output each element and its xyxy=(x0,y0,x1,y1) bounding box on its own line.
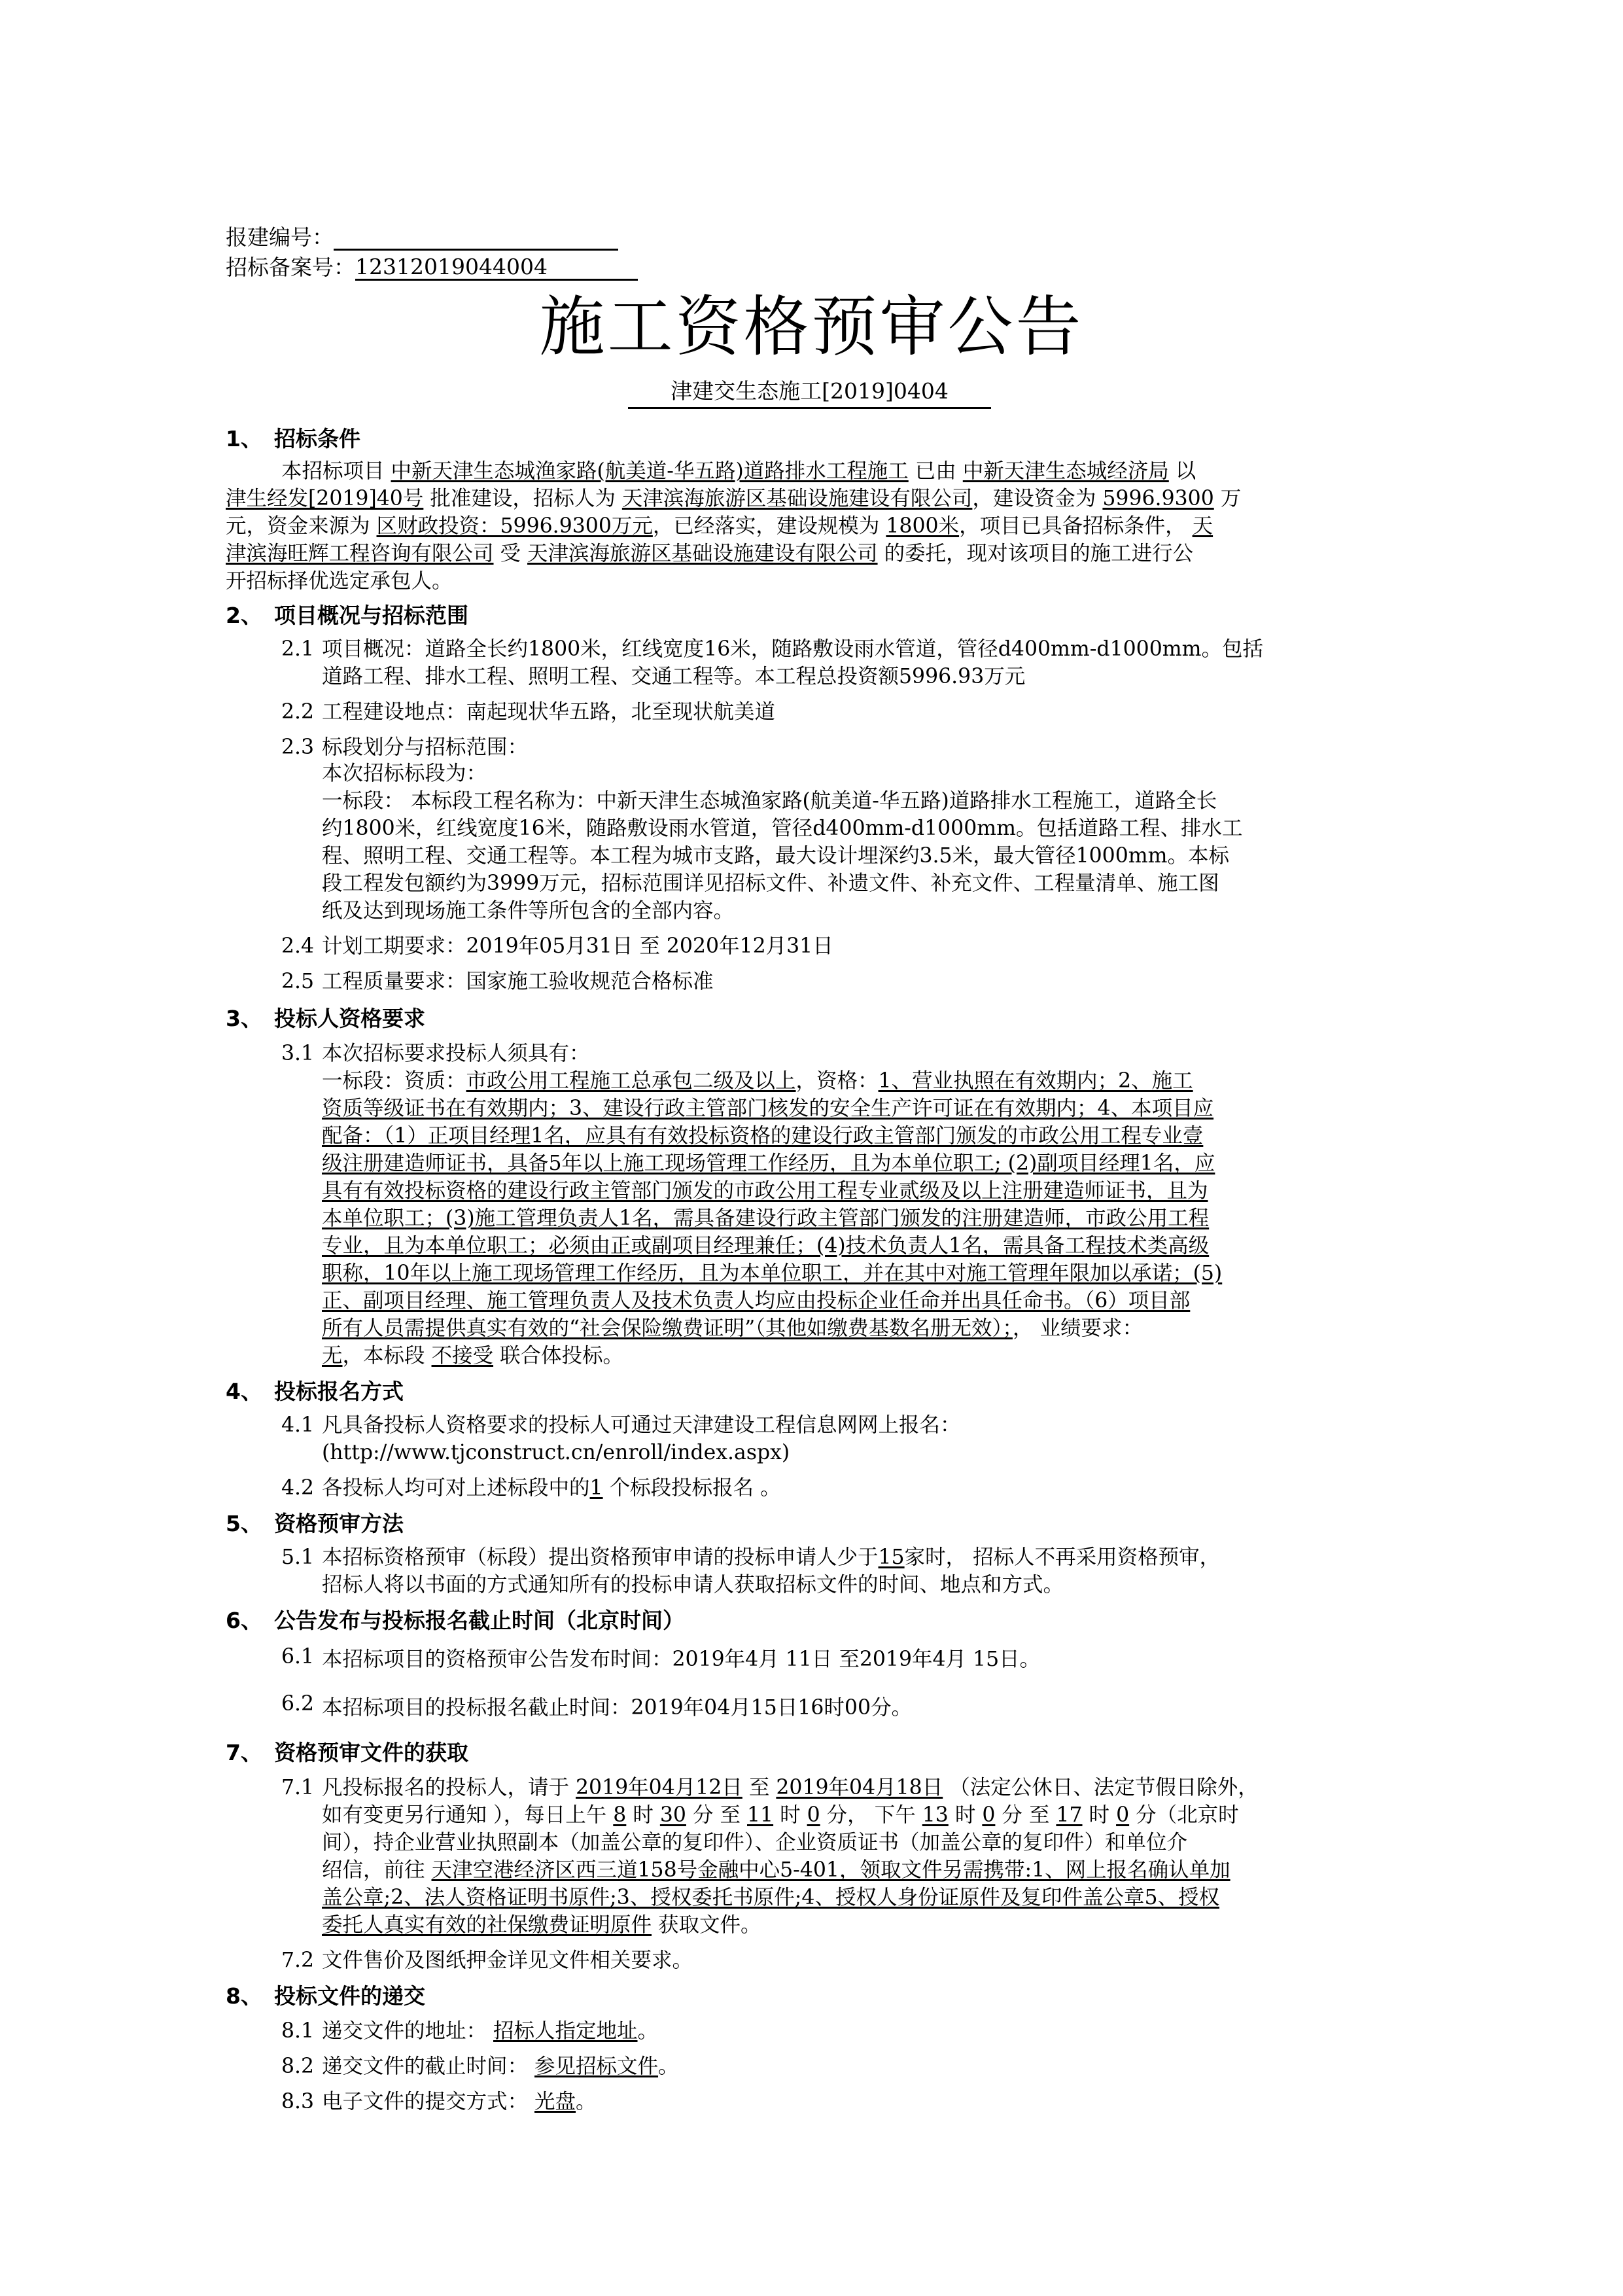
item-6-1-number: 6.1 xyxy=(281,1645,315,1669)
underlined-fill-in: 招标人指定地址 xyxy=(493,2019,638,2043)
underlined-fill-in: 13 xyxy=(922,1803,949,1827)
item-3-1-line-5: 级注册建造师证书，具备5年以上施工现场管理工作经历，且为本单位职工; (2)副项目经理1名，应 xyxy=(322,1152,1215,1175)
item-2-1-line-2: 道路工程、排水工程、照明工程、交通工程等。本工程总投资额5996.93万元 xyxy=(322,665,1026,688)
underlined-fill-in: 天津空港经济区西三道158号金融中心5-401，领取文件另需携带:1、网上报名确认单加 xyxy=(431,1858,1230,1882)
text-run: 本招标资格预审（标段）提出资格预审申请的投标申请人少于 xyxy=(322,1545,879,1569)
item-2-3-line-3: 一标段： 本标段工程名称为：中新天津生态城渔家路(航美道-华五路)道路排水工程施工，道路全长 xyxy=(322,789,1217,813)
item-7-1-line-6 xyxy=(322,1912,761,1938)
report-number-row xyxy=(226,224,618,251)
section-1-line-3 xyxy=(226,513,1213,539)
text-run: 时 xyxy=(948,1803,983,1827)
item-8-1-text xyxy=(322,2018,658,2044)
item-2-4-text: 计划工期要求：2019年05月31日 至 2020年12月31日 xyxy=(322,934,833,958)
section-3-heading: 3、 投标人资格要求 xyxy=(226,1006,425,1031)
text-run: ，建设资金为 xyxy=(972,487,1103,510)
underlined-fill-in: 天津滨海旅游区基础设施建设有限公司 xyxy=(527,542,878,565)
item-5-1-line-1 xyxy=(322,1544,1220,1570)
section-5-heading: 5、 资格预审方法 xyxy=(226,1511,404,1536)
item-3-1-line-12 xyxy=(322,1343,623,1369)
underlined-fill-in: 光盘 xyxy=(534,2090,576,2113)
underlined-fill-in: 11 xyxy=(747,1803,774,1827)
document-number: 津建交生态施工[2019]0404 xyxy=(628,378,991,409)
underlined-fill-in: 1800米 xyxy=(886,514,960,538)
item-8-2-text xyxy=(322,2053,679,2079)
item-2-3-line-2: 本次招标标段为： xyxy=(322,762,487,785)
text-run: 受 xyxy=(493,542,528,565)
item-7-1-line-3: 间），持企业营业执照副本（加盖公章的复印件）、企业资质证书（加盖公章的复印件）和单位介 xyxy=(322,1831,1188,1854)
item-3-1-line-8: 专业，且为本单位职工；必须由正或副项目经理兼任；(4)技术负责人1名，需具备工程技术类高级 xyxy=(322,1234,1210,1258)
text-run: 元，资金来源为 xyxy=(226,514,377,538)
text-run: ，资格： xyxy=(795,1069,879,1093)
text-run: 电子文件的提交方式： xyxy=(322,2090,535,2113)
underlined-fill-in: 17 xyxy=(1056,1803,1083,1827)
item-4-1-line-1: 凡具备投标人资格要求的投标人可通过天津建设工程信息网网上报名： xyxy=(322,1413,961,1437)
text-run: 时 xyxy=(626,1803,660,1827)
underlined-fill-in: 0 xyxy=(982,1803,996,1827)
underlined-fill-in: 委托人真实有效的社保缴费证明原件 xyxy=(322,1913,652,1937)
item-7-1-number: 7.1 xyxy=(281,1776,315,1799)
item-2-3-line-5: 程、照明工程、交通工程等。本工程为城市支路，最大设计埋深约3.5米，最大管径1000mm。本标 xyxy=(322,844,1230,868)
item-7-1-line-4 xyxy=(322,1857,1230,1883)
text-run: （法定公休日、法定节假日除外， xyxy=(943,1776,1259,1799)
item-7-1-line-2 xyxy=(322,1802,1239,1828)
item-3-1-line-6: 具有有效投标资格的建设行政主管部门颁发的市政公用工程专业贰级及以上注册建造师证书，且为 xyxy=(322,1179,1208,1203)
item-4-1-number: 4.1 xyxy=(281,1413,315,1437)
item-5-1-line-2: 招标人将以书面的方式通知所有的投标申请人获取招标文件的时间、地点和方式。 xyxy=(322,1573,1064,1597)
item-2-2-number: 2.2 xyxy=(281,700,315,724)
item-7-2-text: 文件售价及图纸押金详见文件相关要求。 xyxy=(322,1949,693,1972)
underlined-fill-in: 5996.9300 xyxy=(1102,487,1214,510)
text-run: 分 至 xyxy=(686,1803,747,1827)
item-6-1-text: 本招标项目的资格预审公告发布时间：2019年4月 11日 至2019年4月 15日。 xyxy=(322,1648,1041,1671)
record-number-row xyxy=(226,254,638,281)
section-8-heading: 8、 投标文件的递交 xyxy=(226,1983,425,2009)
text-run: 至 xyxy=(742,1776,777,1799)
underlined-fill-in: 所有人员需提供真实有效的“社会保险缴费证明”（其他如缴费基数名册无效）； xyxy=(322,1316,1013,1340)
underlined-fill-in: 无 xyxy=(322,1344,343,1368)
section-1-line-4 xyxy=(226,540,1193,567)
underlined-fill-in: 区财政投资：5996.9300万元 xyxy=(376,514,653,538)
underlined-fill-in: 2019年04月18日 xyxy=(776,1776,943,1799)
item-7-1-line-5: 盖公章;2、法人资格证明书原件;3、授权委托书原件;4、授权人身份证原件及复印件盖公章5、授权 xyxy=(322,1886,1220,1909)
item-2-2-text: 工程建设地点：南起现状华五路，北至现状航美道 xyxy=(322,700,776,724)
record-number-value: 12312019044004 xyxy=(355,254,638,281)
text-run: 。 xyxy=(576,2090,597,2113)
page-title: 施工资格预审公告 xyxy=(539,289,1084,365)
underlined-fill-in: 0 xyxy=(807,1803,820,1827)
underlined-fill-in: 市政公用工程施工总承包二级及以上 xyxy=(466,1069,796,1093)
section-2-heading: 2、 项目概况与招标范围 xyxy=(226,603,468,628)
item-3-1-line-10: 正、副项目经理、施工管理负责人及技术负责人均应由投标企业任命并出具任命书。（6）项目部 xyxy=(322,1289,1191,1313)
underlined-fill-in: 津滨海旺辉工程咨询有限公司 xyxy=(226,542,494,565)
item-2-3-number: 2.3 xyxy=(281,735,315,759)
underlined-fill-in: 中新天津生态城渔家路(航美道-华五路)道路排水工程施工 xyxy=(391,459,909,483)
underlined-fill-in: 0 xyxy=(1116,1803,1130,1827)
underlined-fill-in: 1 xyxy=(589,1476,603,1500)
text-run: 分 至 xyxy=(995,1803,1056,1827)
text-run: 。 xyxy=(637,2019,659,2043)
item-7-2-number: 7.2 xyxy=(281,1949,315,1972)
item-3-1-line-2 xyxy=(322,1068,1193,1094)
underlined-fill-in: 8 xyxy=(613,1803,627,1827)
item-2-4-number: 2.4 xyxy=(281,934,315,958)
section-4-heading: 4、 投标报名方式 xyxy=(226,1379,404,1404)
section-1-line-5: 开招标择优选定承包人。 xyxy=(226,569,453,593)
item-2-1-number: 2.1 xyxy=(281,637,315,661)
item-6-2-number: 6.2 xyxy=(281,1692,315,1716)
text-run: 时 xyxy=(773,1803,807,1827)
item-3-1-line-7: 本单位职工；(3)施工管理负责人1名，需具备建设行政主管部门颁发的注册建造师，市政公用工程 xyxy=(322,1207,1210,1230)
enroll-url-link[interactable]: (http://www.tjconstruct.cn/enroll/index.aspx) xyxy=(322,1441,790,1464)
item-3-1-line-1: 本次招标要求投标人须具有： xyxy=(322,1042,590,1065)
underlined-fill-in: 不接受 xyxy=(431,1344,494,1368)
item-8-2-number: 8.2 xyxy=(281,2055,315,2078)
text-run: 各投标人均可对上述标段中的 xyxy=(322,1476,590,1500)
item-8-3-text xyxy=(322,2089,597,2115)
text-run: 家时， 招标人不再采用资格预审， xyxy=(904,1545,1221,1569)
text-run: ，已经落实，建设规模为 xyxy=(652,514,886,538)
underlined-fill-in: 30 xyxy=(659,1803,686,1827)
item-2-3-line-4: 约1800米，红线宽度16米，随路敷设雨水管道，管径d400mm-d1000mm。包括道路工程、排水工 xyxy=(322,817,1243,840)
underlined-fill-in: 参见招标文件 xyxy=(534,2055,659,2078)
item-4-2-number: 4.2 xyxy=(281,1476,315,1500)
text-run: 递交文件的地址： xyxy=(322,2019,494,2043)
text-run: 如有变更另行通知 ），每日上午 xyxy=(322,1803,614,1827)
text-run: 已由 xyxy=(908,459,963,483)
text-run: 递交文件的截止时间： xyxy=(322,2055,535,2078)
text-run: 一标段：资质： xyxy=(322,1069,466,1093)
underlined-fill-in: 天 xyxy=(1192,514,1213,538)
section-1-line-2 xyxy=(226,486,1241,512)
item-2-3-line-1: 标段划分与招标范围： xyxy=(322,735,529,759)
section-6-heading: 6、 公告发布与投标报名截止时间（北京时间） xyxy=(226,1608,684,1633)
text-run: ，本标段 xyxy=(342,1344,432,1368)
item-3-1-line-9: 职称，10年以上施工现场管理工作经历，且为本单位职工，并在其中对施工管理年限加以承诺；(5) xyxy=(322,1262,1223,1285)
item-3-1-number: 3.1 xyxy=(281,1042,315,1065)
item-8-1-number: 8.1 xyxy=(281,2019,315,2043)
item-2-3-line-7: 纸及达到现场施工条件等所包含的全部内容。 xyxy=(322,899,735,923)
underlined-fill-in: 天津滨海旅游区基础设施建设有限公司 xyxy=(621,487,973,510)
item-2-3-line-6: 段工程发包额约为3999万元，招标范围详见招标文件、补遗文件、补充文件、工程量清单、施工图 xyxy=(322,872,1219,895)
report-number-value xyxy=(334,224,618,251)
text-run: 。 xyxy=(658,2055,679,2078)
item-2-5-text: 工程质量要求：国家施工验收规范合格标准 xyxy=(322,970,714,993)
text-run: 时 xyxy=(1082,1803,1117,1827)
section-1-line-1 xyxy=(281,458,1196,484)
text-run: 分（北京时 xyxy=(1129,1803,1239,1827)
underlined-fill-in: 2019年04月12日 xyxy=(576,1776,742,1799)
text-run: 个标段投标报名 。 xyxy=(602,1476,781,1500)
text-run: 批准建设，招标人为 xyxy=(423,487,622,510)
text-run: 本招标项目 xyxy=(281,459,391,483)
underlined-fill-in: 津生经发[2019]40号 xyxy=(226,487,424,510)
text-run: 分， 下午 xyxy=(820,1803,922,1827)
item-2-5-number: 2.5 xyxy=(281,970,315,993)
section-1-heading: 1、 招标条件 xyxy=(226,426,360,451)
text-run: 万 xyxy=(1213,487,1242,510)
item-3-1-line-11 xyxy=(322,1315,1143,1341)
underlined-fill-in: 15 xyxy=(878,1545,905,1569)
text-run: 获取文件。 xyxy=(652,1913,761,1937)
text-run: 凡投标报名的投标人，请于 xyxy=(322,1776,576,1799)
text-run: ， 业绩要求： xyxy=(1012,1316,1143,1340)
underlined-fill-in: 中新天津生态城经济局 xyxy=(962,459,1169,483)
item-6-2-text: 本招标项目的投标报名截止时间：2019年04月15日16时00分。 xyxy=(322,1696,912,1720)
item-7-1-line-1 xyxy=(322,1775,1259,1801)
text-run: 绍信，前往 xyxy=(322,1858,432,1882)
record-number-label: 招标备案号： xyxy=(226,255,355,280)
item-2-1-line-1: 项目概况：道路全长约1800米，红线宽度16米，随路敷设雨水管道，管径d400mm-d1000mm。包括 xyxy=(322,637,1263,661)
item-3-1-line-4: 配备：（1）正项目经理1名，应具有有效投标资格的建设行政主管部门颁发的市政公用工程专业壹 xyxy=(322,1124,1204,1148)
text-run: 以 xyxy=(1168,459,1196,483)
section-7-heading: 7、 资格预审文件的获取 xyxy=(226,1740,468,1765)
report-number-label: 报建编号： xyxy=(226,224,334,250)
item-3-1-line-3: 资质等级证书在有效期内；3、建设行政主管部门核发的安全生产许可证在有效期内；4、本项目应 xyxy=(322,1097,1214,1120)
item-4-2-text xyxy=(322,1475,781,1501)
item-5-1-number: 5.1 xyxy=(281,1545,315,1569)
text-run: ，项目已具备招标条件， xyxy=(959,514,1193,538)
item-8-3-number: 8.3 xyxy=(281,2090,315,2113)
text-run: 联合体投标。 xyxy=(493,1344,624,1368)
text-run: 的委托，现对该项目的施工进行公 xyxy=(877,542,1194,565)
underlined-fill-in: 1、营业执照在有效期内；2、施工 xyxy=(878,1069,1193,1093)
